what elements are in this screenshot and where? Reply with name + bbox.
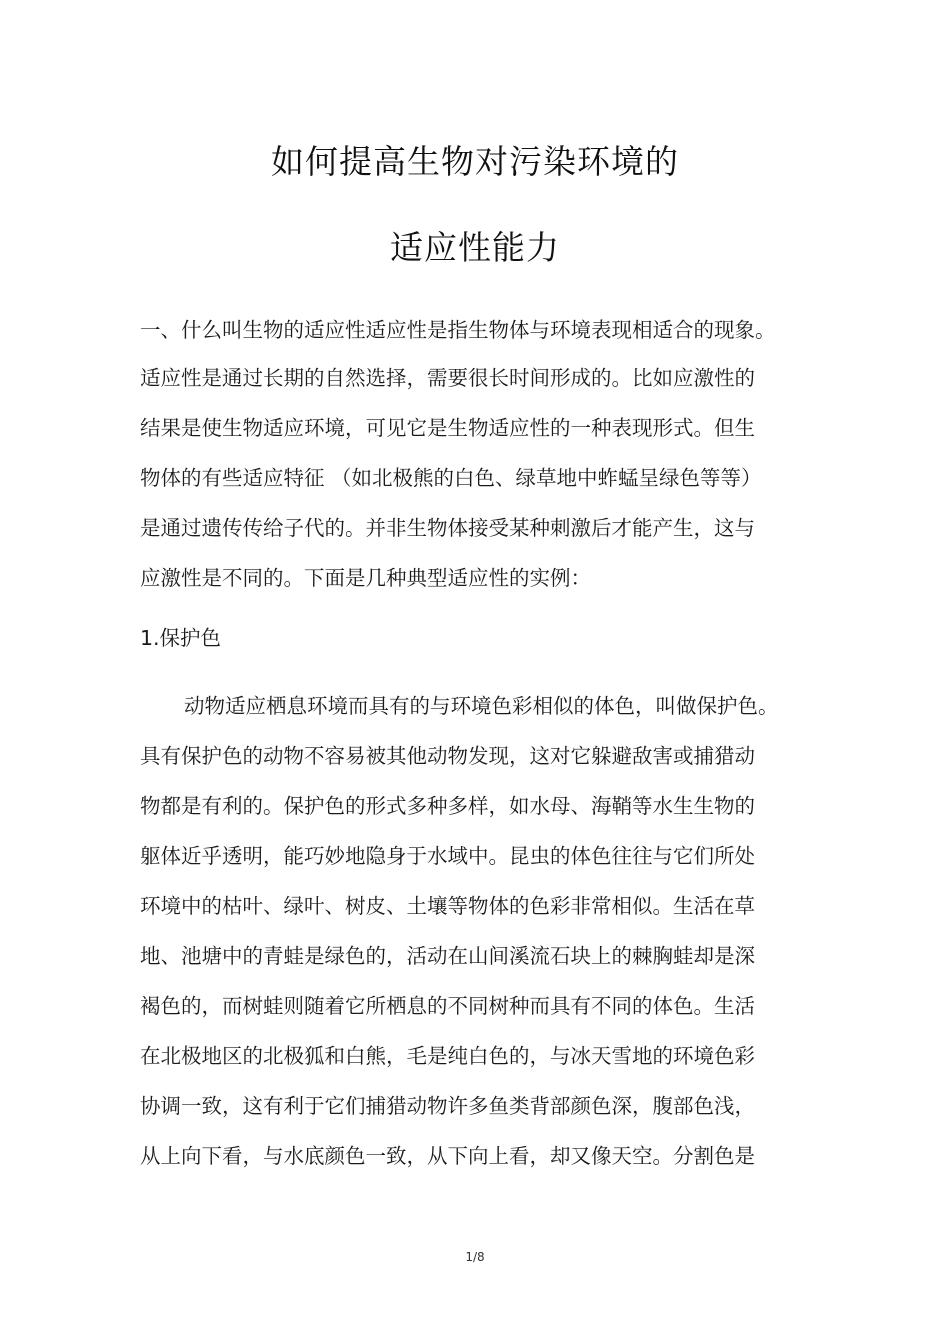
document-title-line-2: 适应性能力 [390,228,560,267]
section-heading: 1.保护色 [140,626,222,650]
body-line-7: 褐色的，而树蛙则随着它所栖息的不同树种而具有不同的体色。生活 [140,994,755,1018]
body-line-1: 动物适应栖息环境而具有的与环境色彩相似的体色，叫做保护色。 [184,694,779,718]
body-line-4: 躯体近乎透明，能巧妙地隐身于水域中。昆虫的体色往往与它们所处 [140,844,755,868]
intro-line-1: 一、什么叫生物的适应性适应性是指生物体与环境表现相适合的现象。 [140,318,776,342]
body-line-3: 物都是有利的。保护色的形式多种多样，如水母、海鞘等水生生物的 [140,794,755,818]
intro-line-2: 适应性是通过长期的自然选择，需要很长时间形成的。比如应激性的 [140,366,755,390]
body-line-9: 协调一致，这有利于它们捕猎动物许多鱼类背部颜色深，腹部色浅， [140,1094,755,1118]
intro-line-5: 是通过遗传传给子代的。并非生物体接受某种刺激后才能产生，这与 [140,516,755,540]
body-line-10: 从上向下看，与水底颜色一致，从下向上看，却又像天空。分割色是 [140,1144,755,1168]
intro-line-3: 结果是使生物适应环境，可见它是生物适应性的一种表现形式。但生 [140,416,755,440]
intro-line-6: 应激性是不同的。下面是几种典型适应性的实例： [140,566,591,590]
body-line-2: 具有保护色的动物不容易被其他动物发现，这对它躲避敌害或捕猎动 [140,744,755,768]
intro-line-4: 物体的有些适应特征 （如北极熊的白色、绿草地中蚱蜢呈绿色等等） [140,466,762,490]
body-line-5: 环境中的枯叶、绿叶、树皮、土壤等物体的色彩非常相似。生活在草 [140,894,755,918]
body-line-6: 地、池塘中的青蛙是绿色的，活动在山间溪流石块上的棘胸蛙却是深 [140,944,755,968]
body-line-8: 在北极地区的北极狐和白熊，毛是纯白色的，与冰天雪地的环境色彩 [140,1044,755,1068]
page-number: 1/8 [465,1250,485,1264]
document-title-line-1: 如何提高生物对污染环境的 [271,142,679,181]
